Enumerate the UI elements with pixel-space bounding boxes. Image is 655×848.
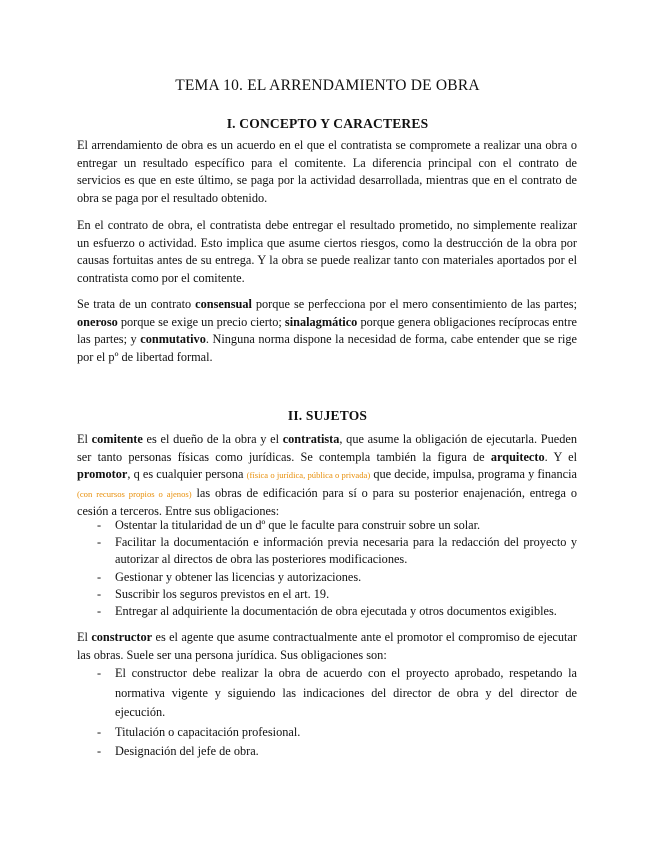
list-item: - Entregar al adquiriente la documentación de obra ejecutada y otros documentos exigibles.: [77, 603, 577, 620]
document-title: TEMA 10. EL ARRENDAMIENTO DE OBRA: [175, 77, 480, 94]
section-heading-concepto: I. CONCEPTO Y CARACTERES: [226, 116, 429, 131]
term-contratista: contratista: [282, 432, 340, 446]
term-oneroso: oneroso: [77, 314, 118, 329]
list-item: - Ostentar la titularidad de un dº que le faculte para construir sobre un solar.: [77, 517, 577, 534]
paragraph-caracteres: Se trata de un contrato consensual porque se perfecciona por el mero consentimiento de las partes; oneroso porque se exige un precio cierto; sinalagmático porque genera obligaciones recíprocas entre las partes; y conmutativo. Ninguna norma dispone la necesidad de forma, cabe entender que se rige por el pº de libertad formal.: [77, 297, 578, 364]
list-item: - Suscribir los seguros previstos en el art. 19.: [77, 586, 577, 603]
term-consensual: consensual: [195, 297, 252, 311]
list-item: - Facilitar la documentación e información previa necesaria para la redacción del proyecto y autorizar al directos de obra las posteriores modificaciones.: [77, 534, 577, 568]
term-comitente: comitente: [91, 432, 143, 446]
paragraph-sujetos: El comitente es el dueño de la obra y el contratista, que asume la obligación de ejecutarla. Pueden ser tanto personas físicas como jurídicas. Se contempla también la figura de arquitecto. Y el promotor, q es cualquier persona (física o jurídica, pública o privada) que decide, impulsa, programa y financia (con recursos propios o ajenos) las obras de edificación para sí o para su posterior enajenación, entrega o cesión a terceros. Entre sus obligaciones:: [77, 432, 577, 519]
promotor-obligations-list: [77, 517, 577, 620]
list-item: - Titulación o capacitación profesional.: [77, 723, 577, 743]
term-conmutativo: conmutativo: [140, 332, 206, 347]
section-heading-sujetos: II. SUJETOS: [287, 408, 368, 423]
list-item: - Gestionar y obtener las licencias y autorizaciones.: [77, 569, 577, 586]
paragraph-constructor: El constructor es el agente que asume contractualmente ante el promotor el compromiso de ejecutar las obras. Suele ser una persona jurídica. Sus obligaciones son:: [77, 630, 577, 662]
list-item: - El constructor debe realizar la obra de acuerdo con el proyecto aprobado, respetando la normativa vigente y siguiendo las indicaciones del director de obra y del director de ejecución.: [77, 664, 577, 723]
term-constructor: constructor: [91, 630, 153, 644]
term-sinalagmatico: sinalagmático: [284, 314, 358, 329]
list-item: - Designación del jefe de obra.: [77, 742, 577, 762]
constructor-obligations-list: [77, 664, 577, 762]
term-arquitecto: arquitecto: [490, 449, 545, 464]
annotation-persona: (física o jurídica, pública o privada): [246, 470, 371, 481]
annotation-recursos: (con recursos propios o ajenos): [77, 488, 192, 499]
paragraph-riesgos: En el contrato de obra, el contratista debe entregar el resultado prometido, no simplemente realizar un esfuerzo o actividad. Esto implica que asume ciertos riesgos, como la destrucción de la obra por causas fortuitas antes de su entrega. Y la obra se puede realizar tanto con materiales aportados por el contratista como por el comitente.: [77, 218, 577, 285]
term-promotor: promotor: [77, 467, 128, 482]
paragraph-definition: El arrendamiento de obra es un acuerdo en el que el contratista se compromete a realizar una obra o entregar un resultado específico para el comitente. La diferencia principal con el contrato de servicios es que en este último, se paga por la actividad desarrollada, mientras que en el contrato de obra se paga por el resultado obtenido.: [77, 138, 577, 205]
